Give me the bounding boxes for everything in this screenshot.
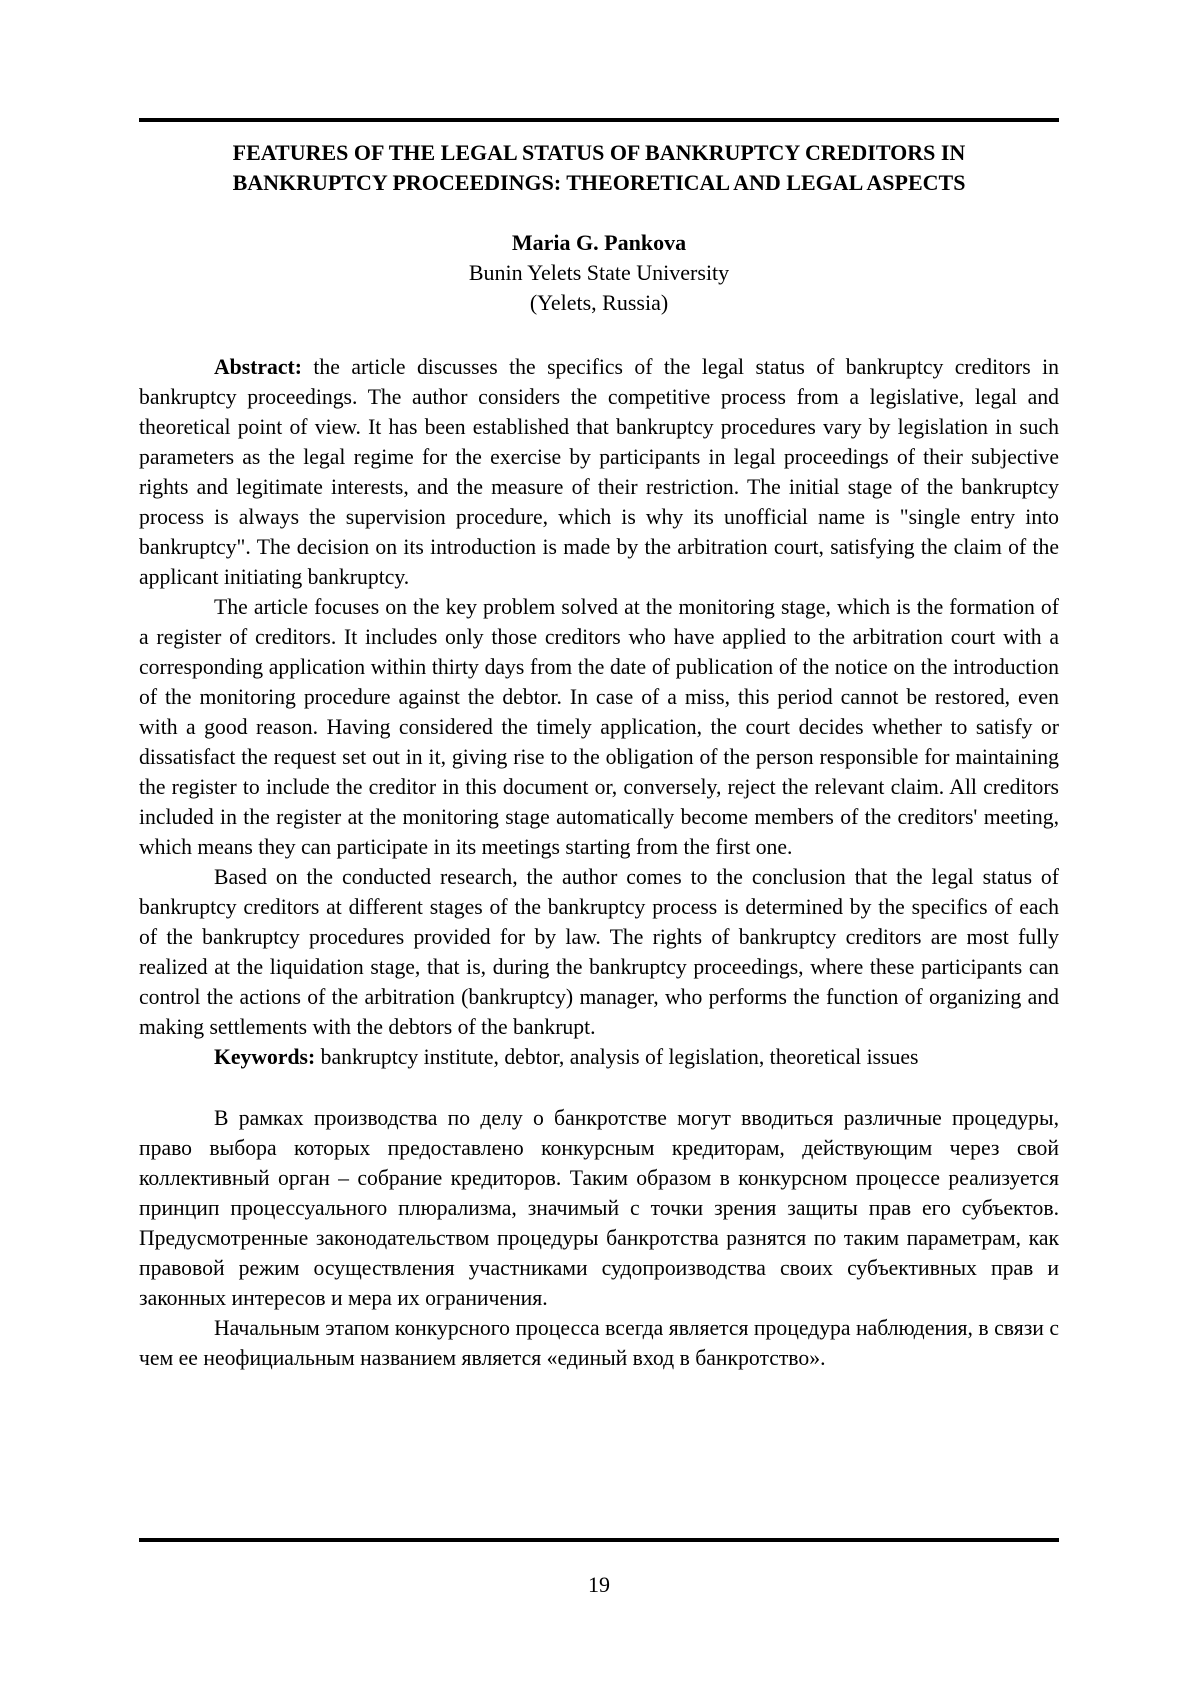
abstract-label: Abstract:: [214, 355, 302, 379]
footer-rule: [139, 1538, 1059, 1542]
abstract-text: the article discusses the specifics of the legal status of bankruptcy creditors in bankruptcy proceedings. The author considers the competitive process from a legislative, legal and theoretical point of view. It has been established that bankruptcy procedures vary by legislation in such parameters as the legal regime for the exercise by participants in legal proceedings of their subjective rights and legitimate interests, and the measure of their restriction. The initial stage of the bankruptcy process is always the supervision procedure, which is why its unofficial name is "single entry into bankruptcy". The decision on its introduction is made by the arbitration court, satisfying the claim of the applicant initiating bankruptcy.: [139, 355, 1060, 589]
keywords-paragraph: [139, 1042, 1059, 1072]
article-body: [139, 352, 1059, 1373]
author-name: Maria G. Pankova: [511, 230, 687, 255]
abstract-paragraph: [139, 352, 1059, 592]
header-rule: [139, 118, 1059, 122]
abstract-paragraph-2: The article focuses on the key problem solved at the monitoring stage, which is the formation of a register of creditors. It includes only those creditors who have applied to the arbitration court with a corresponding application within thirty days from the date of publication of the notice on the introduction of the monitoring procedure against the debtor. In case of a miss, this period cannot be restored, even with a good reason. Having considered the timely application, the court decides whether to satisfy or dissatisfact the request set out in it, giving rise to the obligation of the person responsible for maintaining the register to include the creditor in this document or, conversely, reject the relevant claim. All creditors included in the register at the monitoring stage automatically become members of the creditors' meeting, which means they can participate in its meetings starting from the first one.: [139, 595, 1059, 859]
title-line-1: FEATURES OF THE LEGAL STATUS OF BANKRUPTCY CREDITORS IN: [232, 140, 966, 165]
russian-body: [139, 1103, 1059, 1373]
affiliation: Bunin Yelets State University: [468, 260, 730, 285]
title-line-2: BANKRUPTCY PROCEEDINGS: THEORETICAL AND LEGAL ASPECTS: [232, 170, 966, 195]
page-number: 19: [588, 1572, 610, 1597]
keywords-text: bankruptcy institute, debtor, analysis of legislation, theoretical issues: [320, 1045, 919, 1069]
byline: [139, 228, 1059, 318]
page-title: [139, 138, 1059, 198]
keywords-label: Keywords:: [214, 1045, 316, 1069]
location: (Yelets, Russia): [529, 290, 669, 315]
russian-paragraph-1: В рамках производства по делу о банкротстве могут вводиться различные процедуры, право выбора которых предоставлено конкурсным кредиторам, действующим через свой коллективный орган – собрание кредиторов. Таким образом в конкурсном процессе реализуется принцип процессуального плюрализма, значимый с точки зрения защиты прав его субъектов. Предусмотренные законодательством процедуры банкротства разнятся по таким параметрам, как правовой режим осуществления участниками судопроизводства своих субъективных прав и законных интересов и мера их ограничения.: [139, 1106, 1059, 1310]
abstract-paragraph-3: Based on the conducted research, the author comes to the conclusion that the legal status of bankruptcy creditors at different stages of the bankruptcy process is determined by the specifics of each of the bankruptcy procedures provided for by law. The rights of bankruptcy creditors are most fully realized at the liquidation stage, that is, during the bankruptcy proceedings, where these participants can control the actions of the arbitration (bankruptcy) manager, who performs the function of organizing and making settlements with the debtors of the bankrupt.: [139, 865, 1059, 1039]
russian-paragraph-2: Начальным этапом конкурсного процесса всегда является процедура наблюдения, в связи с чем ее неофициальным названием является «единый вход в банкротство».: [139, 1316, 1059, 1370]
